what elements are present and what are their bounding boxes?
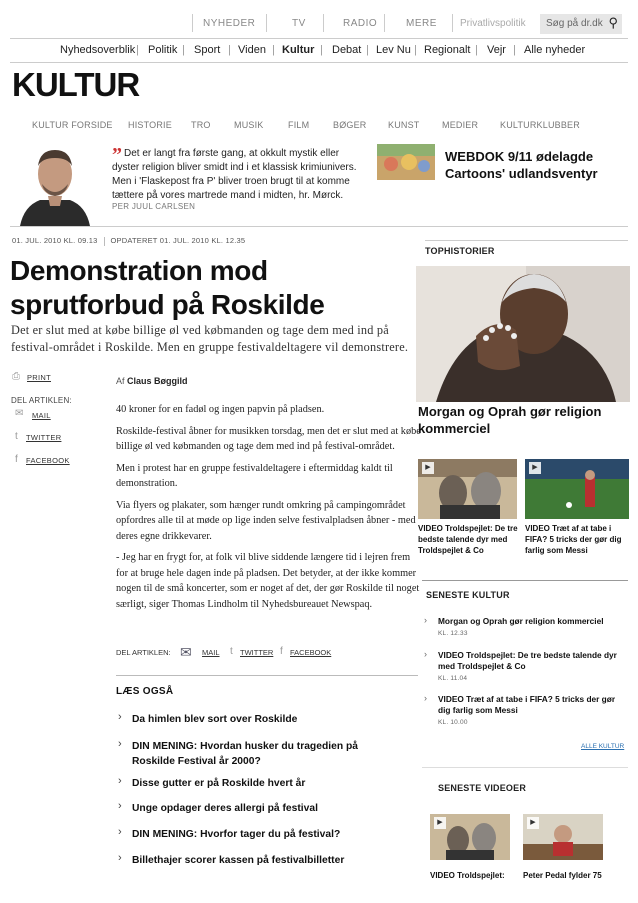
- play-icon[interactable]: ▶: [527, 817, 539, 829]
- latest-item[interactable]: Morgan og Oprah gør religion kommerciel: [438, 616, 604, 626]
- read-also-item[interactable]: DIN MENING: Hvordan husker du tragedien på Roskilde Festival år 2000?: [132, 741, 358, 767]
- subnav-vejr[interactable]: Vejr: [487, 44, 506, 56]
- secnav-boger[interactable]: BØGER: [333, 120, 367, 130]
- video-caption[interactable]: Peter Pedal fylder 75: [523, 871, 602, 880]
- byline-prefix: Af: [116, 376, 125, 386]
- body-paragraph: 40 kroner for en fadøl og ingen papvin på pladsen.: [116, 404, 325, 415]
- chevron-right-icon: ›: [118, 826, 122, 838]
- print-icon[interactable]: ⎙: [12, 371, 20, 382]
- subnav-alle-nyheder[interactable]: Alle nyheder: [524, 44, 586, 56]
- chevron-right-icon: ›: [118, 800, 122, 812]
- share-label-bottom: DEL ARTIKLEN:: [116, 648, 171, 657]
- secnav-kultur-forside[interactable]: KULTUR FORSIDE: [32, 120, 113, 130]
- facebook-icon[interactable]: f: [15, 454, 18, 465]
- subnav-nyhedsoverblik[interactable]: Nyhedsoverblik: [60, 44, 136, 56]
- video-thumbnail[interactable]: [418, 459, 517, 519]
- webdok-headline[interactable]: WEBDOK 9/11 ødelagde Cartoons' udlandsventyr: [445, 149, 598, 181]
- critic-quote[interactable]: Det er langt fra første gang, at okkult mystik eller dyster religion bliver smidt ind i et klassisk krimiunivers. Men i 'Flaskepost fra P' bliver troen brugt til at komme tættere på vores martrede mand i midten, hr. Mørck.: [112, 148, 357, 201]
- search-placeholder: Søg på dr.dk: [546, 18, 603, 29]
- divider: [422, 580, 628, 581]
- subnav-sport[interactable]: Sport: [194, 44, 221, 56]
- share-twitter-link[interactable]: TWITTER: [26, 433, 62, 442]
- section-logo[interactable]: KULTUR: [12, 66, 140, 103]
- secnav-film[interactable]: FILM: [288, 120, 310, 130]
- sub-nav: Nyhedsoverblik | Politik | Sport | Viden | Kultur | Debat | Lev Nu | Regionalt | Vejr | Alle nyheder: [60, 44, 586, 56]
- nav-separator: [323, 14, 324, 32]
- divider: [10, 38, 628, 39]
- mail-icon[interactable]: ✉: [15, 408, 24, 419]
- critic-portrait: [10, 140, 100, 226]
- share-facebook-link[interactable]: FACEBOOK: [26, 456, 70, 465]
- latest-culture-title: SENESTE KULTUR: [426, 590, 510, 600]
- video-caption[interactable]: VIDEO Troldspejlet: De tre bedste talende dyr med Troldspejlet & Co: [418, 524, 518, 555]
- latest-item[interactable]: VIDEO Træt af at tabe i FIFA? 5 tricks der gør dig farlig som Messi: [438, 694, 616, 715]
- divider: [116, 675, 418, 676]
- latest-item-time: KL. 12.33: [438, 630, 468, 637]
- secnav-kulturklubber[interactable]: KULTURKLUBBER: [500, 120, 580, 130]
- latest-item-time: KL. 10.00: [438, 719, 468, 726]
- top-story-image[interactable]: [416, 266, 630, 402]
- play-icon[interactable]: ▶: [434, 817, 446, 829]
- video-thumbnail[interactable]: [525, 459, 629, 519]
- read-also-item[interactable]: Da himlen blev sort over Roskilde: [132, 714, 298, 725]
- facebook-icon[interactable]: f: [280, 646, 283, 657]
- play-icon[interactable]: ▶: [529, 462, 541, 474]
- chevron-right-icon: ›: [424, 615, 427, 625]
- subnav-lev-nu[interactable]: Lev Nu: [376, 44, 411, 56]
- share-label: DEL ARTIKLEN:: [11, 396, 72, 405]
- latest-item-time: KL. 11.04: [438, 675, 468, 682]
- article-dates: [12, 236, 245, 246]
- read-also-title: LÆS OGSÅ: [116, 686, 174, 697]
- quote-icon: ”: [112, 144, 122, 166]
- subnav-debat[interactable]: Debat: [332, 44, 362, 56]
- video-thumbnail[interactable]: [523, 814, 603, 860]
- nav-nyheder[interactable]: NYHEDER: [203, 18, 256, 29]
- author-name[interactable]: Claus Bøggild: [127, 376, 188, 386]
- secnav-musik[interactable]: MUSIK: [234, 120, 264, 130]
- top-bar: [0, 0, 638, 40]
- print-link[interactable]: PRINT: [27, 373, 51, 382]
- video-caption[interactable]: VIDEO Træt af at tabe i FIFA? 5 tricks der gør dig farlig som Messi: [525, 524, 622, 555]
- nav-tv[interactable]: TV: [292, 18, 306, 29]
- divider: [10, 226, 628, 227]
- read-also-item[interactable]: DIN MENING: Hvorfor tager du på festival?: [132, 829, 341, 840]
- subnav-viden[interactable]: Viden: [238, 44, 266, 56]
- nav-separator: [192, 14, 193, 32]
- all-culture-link[interactable]: ALLE KULTUR: [581, 743, 625, 750]
- webdok-thumbnail[interactable]: [377, 144, 435, 180]
- share-mail-link[interactable]: MAIL: [32, 411, 51, 420]
- privacy-link[interactable]: Privatlivspolitik: [460, 18, 526, 29]
- published-date: 01. JUL. 2010 KL. 09.13: [12, 236, 98, 245]
- share-twitter-bottom[interactable]: TWITTER: [240, 648, 274, 657]
- top-story-headline[interactable]: Morgan og Oprah gør religion kommerciel: [418, 404, 602, 436]
- article-lead: Det er slut med at købe billige øl ved købmanden og tage dem med ind på festival-området i Roskilde. Men en gruppe festivaldeltagere vil demonstrere.: [11, 323, 409, 354]
- subnav-kultur[interactable]: Kultur: [282, 44, 315, 56]
- nav-separator: [452, 14, 453, 32]
- search-icon[interactable]: ⚲: [608, 15, 618, 30]
- secnav-historie[interactable]: HISTORIE: [128, 120, 172, 130]
- chevron-right-icon: ›: [424, 693, 427, 703]
- nav-separator: [266, 14, 267, 32]
- secnav-kunst[interactable]: KUNST: [388, 120, 420, 130]
- search-input[interactable]: [540, 14, 622, 34]
- divider: [10, 62, 628, 63]
- quote-author[interactable]: PER JUUL CARLSEN: [112, 202, 196, 211]
- top-stories-title: TOPHISTORIER: [425, 246, 495, 256]
- byline: [116, 376, 188, 386]
- chevron-right-icon: ›: [118, 775, 122, 787]
- updated-date: OPDATERET 01. JUL. 2010 KL. 12.35: [110, 236, 246, 245]
- play-icon[interactable]: ▶: [422, 462, 434, 474]
- read-also-item[interactable]: Unge opdager deres allergi på festival: [132, 803, 318, 814]
- read-also-item[interactable]: Billethajer scorer kassen på festivalbilletter: [132, 855, 345, 866]
- subnav-regionalt[interactable]: Regionalt: [424, 44, 471, 56]
- video-caption[interactable]: VIDEO Troldspejlet:: [430, 871, 505, 880]
- chevron-right-icon: ›: [424, 649, 427, 659]
- nav-mere[interactable]: MERE: [406, 18, 437, 29]
- divider: [422, 767, 628, 768]
- chevron-right-icon: ›: [118, 738, 122, 750]
- latest-item[interactable]: VIDEO Troldspejlet: De tre bedste talende dyr med Troldspejlet & Co: [438, 650, 617, 671]
- body-paragraph: Via flyers og plakater, som hænger rundt omkring på campingområdet opfordres alle til at møde op lige inden selve festivalpladsen åbner - med deres egne drikkevarer.: [116, 499, 416, 542]
- twitter-icon[interactable]: t: [15, 431, 18, 442]
- secnav-tro[interactable]: TRO: [191, 120, 211, 130]
- article-headline: Demonstration mod sprutforbud på Roskilde: [10, 255, 325, 320]
- article-body: [116, 402, 421, 618]
- divider: [425, 240, 628, 241]
- latest-videos-title: SENESTE VIDEOER: [438, 783, 527, 793]
- body-paragraph: Men i protest har en gruppe festivaldeltagere i eftermiddag kaldt til demonstration.: [116, 462, 393, 489]
- mail-icon[interactable]: ✉: [180, 644, 192, 660]
- body-paragraph: - Jeg har en frygt for, at folk vil blive siddende længere tid i lejren frem for at bruge hele dagen inde på pladsen. Det betyder, at der ikke kommer nogen til de små koncerter, som er noget af det, der gør Roskilde til noget særligt, siger Thomas Lindholm til Nyhedsbureauet Newspaq.: [116, 552, 420, 610]
- subnav-politik[interactable]: Politik: [148, 44, 178, 56]
- read-also-item[interactable]: Disse gutter er på Roskilde hvert år: [132, 778, 306, 789]
- share-mail-bottom[interactable]: MAIL: [202, 648, 220, 657]
- share-facebook-bottom[interactable]: FACEBOOK: [290, 648, 332, 657]
- body-paragraph: Roskilde-festival åbner for musikken torsdag, men det er slut med at købe billige øl ved købmanden og tage dem med ind på festival-området.: [116, 425, 421, 452]
- video-thumbnail[interactable]: [430, 814, 510, 860]
- nav-radio[interactable]: RADIO: [343, 18, 378, 29]
- secnav-medier[interactable]: MEDIER: [442, 120, 479, 130]
- chevron-right-icon: ›: [118, 711, 122, 723]
- chevron-right-icon: ›: [118, 852, 122, 864]
- nav-separator: [384, 14, 385, 32]
- twitter-icon[interactable]: t: [230, 646, 233, 657]
